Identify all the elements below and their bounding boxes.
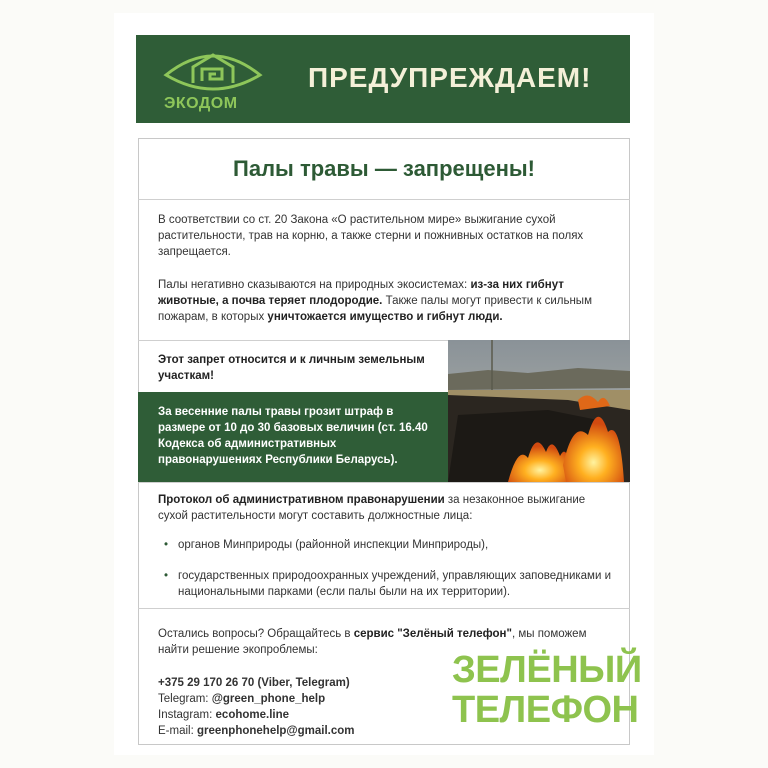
contact-label: Telegram: <box>158 693 212 705</box>
contact-label: Instagram: <box>158 709 216 721</box>
bullet-icon: • <box>164 539 169 551</box>
phone-number[interactable]: +375 29 170 26 70 (Viber, Telegram) <box>158 677 350 689</box>
green-phone-line: ТЕЛЕФОН <box>452 689 639 731</box>
text-span: , мы поможем найти решение экопроблемы: <box>158 628 587 656</box>
text-span: Палы негативно сказываются на природных экосистемах: <box>158 279 471 291</box>
protocol-paragraph <box>158 492 608 524</box>
list-item-text: органов Минприроды (районной инспекции Минприроды), <box>178 539 489 551</box>
page-title: Палы травы — запрещены! <box>233 156 535 181</box>
notice-text: Этот запрет относится и к личным земельным участкам! <box>158 354 425 382</box>
green-phone-line: ЗЕЛЁНЫЙ <box>452 649 642 691</box>
divider <box>138 199 630 200</box>
bold-text: уничтожается имущество и гибнут люди. <box>267 311 503 323</box>
email-link[interactable]: greenphonehelp@gmail.com <box>196 725 355 737</box>
text-span: Остались вопросы? Обращайтесь в <box>158 628 354 640</box>
consequences-paragraph <box>158 277 608 325</box>
list-item <box>164 568 614 600</box>
contact-label: E-mail: <box>158 725 197 737</box>
list-item <box>164 537 614 553</box>
bold-text: из-за них гибнут животные, а почва теряет плодородие. <box>158 279 564 307</box>
telegram-link[interactable]: @green_phone_help <box>211 693 326 705</box>
text-span: за незаконное выжигание сухой растительности могут составить должностные лица: <box>158 494 586 522</box>
green-phone-logo <box>452 649 642 731</box>
text-span: Также палы могут привести к сильным пожарам, в которых <box>158 295 592 323</box>
fine-text: За весенние палы травы грозит штраф в размере от 10 до 30 базовых величин (ст. 16.40 Кодекса об административных правонарушениях Республики Беларусь). <box>158 406 428 466</box>
bullet-icon: • <box>164 570 169 582</box>
divider <box>138 608 630 609</box>
divider <box>138 482 630 483</box>
list-item-text: государственных природоохранных учреждений, управляющих заповедниками и национальными парками (если палы были на их территории). <box>178 570 612 598</box>
header-title: ПРЕДУПРЕЖДАЕМ! <box>308 62 592 93</box>
instagram-link[interactable]: ecohome.line <box>215 709 290 721</box>
bold-text: Протокол об административном правонарушении <box>158 494 445 506</box>
law-paragraph: В соответствии со ст. 20 Закона «О растительном мире» выжигание сухой растительности, трав на корню, а также стерни и пожнивных остатков на полях запрещается. <box>158 214 584 258</box>
contacts-block <box>158 675 418 739</box>
logo-text: ЭКОДОМ <box>164 95 238 112</box>
header-banner <box>136 35 630 123</box>
bold-text: сервис "Зелёный телефон" <box>353 628 512 640</box>
grass-fire-photo <box>448 340 630 482</box>
